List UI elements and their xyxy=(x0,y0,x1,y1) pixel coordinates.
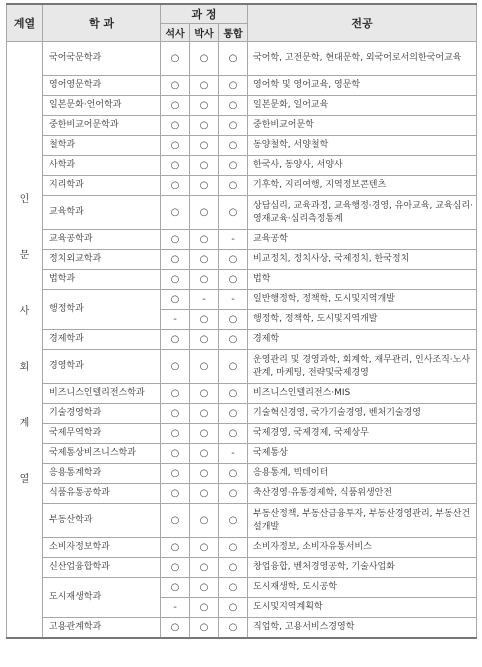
doctor-mark: ○ xyxy=(190,196,219,230)
integrated-mark: ○ xyxy=(219,156,248,176)
department-name: 철학과 xyxy=(43,136,161,156)
department-name: 국어국문학과 xyxy=(43,42,161,76)
header-master: 석사 xyxy=(161,24,190,42)
table-row xyxy=(7,464,477,484)
integrated-mark: ○ xyxy=(219,176,248,196)
master-mark: ○ xyxy=(161,558,190,578)
master-mark: ○ xyxy=(161,484,190,504)
major-text: 경제학 xyxy=(248,330,477,350)
major-text: 법학 xyxy=(248,270,477,290)
integrated-mark: ○ xyxy=(219,76,248,96)
table-row xyxy=(7,270,477,290)
integrated-mark: ○ xyxy=(219,310,248,330)
major-text: 직업학, 고용서비스경영학 xyxy=(248,618,477,638)
department-name: 지리학과 xyxy=(43,176,161,196)
master-mark: ○ xyxy=(161,176,190,196)
doctor-mark: ○ xyxy=(190,504,219,538)
doctor-mark: ○ xyxy=(190,538,219,558)
master-mark: ○ xyxy=(161,464,190,484)
table-row xyxy=(7,444,477,464)
doctor-mark: ○ xyxy=(190,136,219,156)
integrated-mark: ○ xyxy=(219,42,248,76)
major-text: 도시및지역계획학 xyxy=(248,598,477,618)
header-department: 학 과 xyxy=(43,4,161,42)
master-mark: ○ xyxy=(161,76,190,96)
table-row xyxy=(7,42,477,76)
department-name: 중한비교어문학과 xyxy=(43,116,161,136)
table-row xyxy=(7,618,477,638)
major-text: 영어학 및 영어교육, 영문학 xyxy=(248,76,477,96)
table-row xyxy=(7,250,477,270)
table-row xyxy=(7,76,477,96)
major-text: 한국사, 동양사, 서양사 xyxy=(248,156,477,176)
department-name: 일본문화·언어학과 xyxy=(43,96,161,116)
table-row xyxy=(7,484,477,504)
master-mark: ○ xyxy=(161,444,190,464)
master-mark: ○ xyxy=(161,384,190,404)
major-text: 부동산정책, 부동산금융투자, 부동산경영관리, 부동산건설개발 xyxy=(248,504,477,538)
master-mark: ○ xyxy=(161,578,190,598)
program-table xyxy=(6,3,477,639)
department-name: 사학과 xyxy=(43,156,161,176)
master-mark: ○ xyxy=(161,42,190,76)
header-series: 계열 xyxy=(7,4,43,42)
master-mark: ○ xyxy=(161,136,190,156)
table-row xyxy=(7,230,477,250)
master-mark: ○ xyxy=(161,116,190,136)
integrated-mark: - xyxy=(219,290,248,310)
header-course: 과 정 xyxy=(161,4,248,24)
table-row xyxy=(7,176,477,196)
department-name: 행정학과 xyxy=(43,290,161,330)
table-row xyxy=(7,136,477,156)
integrated-mark: ○ xyxy=(219,464,248,484)
master-mark: ○ xyxy=(161,156,190,176)
integrated-mark: ○ xyxy=(219,598,248,618)
major-text: 창업융합, 벤처경영공학, 기술사업화 xyxy=(248,558,477,578)
integrated-mark: ○ xyxy=(219,504,248,538)
master-mark: ○ xyxy=(161,196,190,230)
table-row xyxy=(7,504,477,538)
doctor-mark: ○ xyxy=(190,330,219,350)
master-mark: - xyxy=(161,598,190,618)
doctor-mark: ○ xyxy=(190,404,219,424)
major-text: 동양철학, 서양철학 xyxy=(248,136,477,156)
master-mark: ○ xyxy=(161,330,190,350)
integrated-mark: ○ xyxy=(219,116,248,136)
doctor-mark: ○ xyxy=(190,444,219,464)
major-text: 일본문화, 일어교육 xyxy=(248,96,477,116)
header-doctor: 박사 xyxy=(190,24,219,42)
doctor-mark: ○ xyxy=(190,96,219,116)
department-name: 신산업융합학과 xyxy=(43,558,161,578)
department-name: 국제무역학과 xyxy=(43,424,161,444)
doctor-mark: ○ xyxy=(190,558,219,578)
integrated-mark: - xyxy=(219,444,248,464)
integrated-mark: ○ xyxy=(219,538,248,558)
integrated-mark: ○ xyxy=(219,350,248,384)
series-char: 사 xyxy=(19,305,30,317)
integrated-mark: ○ xyxy=(219,404,248,424)
series-char: 인 xyxy=(19,193,30,205)
major-text: 교육공학 xyxy=(248,230,477,250)
department-name: 도시재생학과 xyxy=(43,578,161,618)
department-name: 고용관계학과 xyxy=(43,618,161,638)
doctor-mark: ○ xyxy=(190,250,219,270)
doctor-mark: ○ xyxy=(190,424,219,444)
major-text: 중한비교어문학 xyxy=(248,116,477,136)
department-name: 국제통상비즈니스학과 xyxy=(43,444,161,464)
department-name: 영어영문학과 xyxy=(43,76,161,96)
table-row xyxy=(7,578,477,598)
integrated-mark: ○ xyxy=(219,424,248,444)
master-mark: ○ xyxy=(161,424,190,444)
doctor-mark: ○ xyxy=(190,350,219,384)
series-char: 열 xyxy=(19,473,30,485)
major-text: 비교정치, 정치사상, 국제정치, 한국정치 xyxy=(248,250,477,270)
major-text: 비즈니스인텔리전스·MIS xyxy=(248,384,477,404)
table-row xyxy=(7,290,477,310)
major-text: 국어학, 고전문학, 현대문학, 외국어로서의한국어교육 xyxy=(248,42,477,76)
doctor-mark: ○ xyxy=(190,230,219,250)
integrated-mark: ○ xyxy=(219,96,248,116)
master-mark: ○ xyxy=(161,538,190,558)
department-name: 소비자정보학과 xyxy=(43,538,161,558)
table-row xyxy=(7,196,477,230)
major-text: 기후학, 지리여행, 지역정보콘텐츠 xyxy=(248,176,477,196)
major-text: 소비자정보, 소비자유통서비스 xyxy=(248,538,477,558)
major-text: 상담심리, 교육과정, 교육행정·경영, 유아교육, 교육심리·영재교육·심리측정통계 xyxy=(248,196,477,230)
series-char: 회 xyxy=(19,361,30,373)
table-row xyxy=(7,156,477,176)
table-row xyxy=(7,558,477,578)
department-name: 법학과 xyxy=(43,270,161,290)
doctor-mark: - xyxy=(190,290,219,310)
major-text: 일반행정학, 정책학, 도시및지역개발 xyxy=(248,290,477,310)
major-text: 축산경영·유통경제학, 식품위생안전 xyxy=(248,484,477,504)
department-name: 식품유통공학과 xyxy=(43,484,161,504)
doctor-mark: ○ xyxy=(190,76,219,96)
integrated-mark: ○ xyxy=(219,250,248,270)
master-mark: ○ xyxy=(161,290,190,310)
integrated-mark: ○ xyxy=(219,384,248,404)
department-name: 비즈니스인텔리전스학과 xyxy=(43,384,161,404)
doctor-mark: ○ xyxy=(190,176,219,196)
doctor-mark: ○ xyxy=(190,270,219,290)
major-text: 도시재생학, 도시공학 xyxy=(248,578,477,598)
integrated-mark: ○ xyxy=(219,618,248,638)
doctor-mark: ○ xyxy=(190,618,219,638)
doctor-mark: ○ xyxy=(190,384,219,404)
integrated-mark: ○ xyxy=(219,196,248,230)
header-major: 전공 xyxy=(248,4,477,42)
table-row xyxy=(7,330,477,350)
major-text: 응용통계, 빅데이터 xyxy=(248,464,477,484)
table-row xyxy=(7,538,477,558)
doctor-mark: ○ xyxy=(190,578,219,598)
department-name: 정치외교학과 xyxy=(43,250,161,270)
integrated-mark: ○ xyxy=(219,578,248,598)
series-cell xyxy=(7,42,43,638)
master-mark: ○ xyxy=(161,96,190,116)
major-text: 국제경영, 국제경제, 국제상무 xyxy=(248,424,477,444)
department-name: 기술경영학과 xyxy=(43,404,161,424)
doctor-mark: ○ xyxy=(190,464,219,484)
table-row xyxy=(7,116,477,136)
master-mark: ○ xyxy=(161,350,190,384)
major-text: 기술혁신경영, 국가기술경영, 벤처기술경영 xyxy=(248,404,477,424)
department-name: 경제학과 xyxy=(43,330,161,350)
department-name: 응용통계학과 xyxy=(43,464,161,484)
department-name: 경영학과 xyxy=(43,350,161,384)
integrated-mark: ○ xyxy=(219,558,248,578)
master-mark: ○ xyxy=(161,504,190,538)
series-char: 문 xyxy=(19,249,30,261)
major-text: 국제통상 xyxy=(248,444,477,464)
series-char: 계 xyxy=(19,417,30,429)
integrated-mark: ○ xyxy=(219,484,248,504)
table-row xyxy=(7,384,477,404)
major-text: 행정학, 정책학, 도시및지역개발 xyxy=(248,310,477,330)
integrated-mark: ○ xyxy=(219,136,248,156)
master-mark: ○ xyxy=(161,270,190,290)
doctor-mark: ○ xyxy=(190,156,219,176)
table-row xyxy=(7,424,477,444)
table-row xyxy=(7,350,477,384)
doctor-mark: ○ xyxy=(190,598,219,618)
table-row xyxy=(7,96,477,116)
integrated-mark: ○ xyxy=(219,330,248,350)
master-mark: - xyxy=(161,310,190,330)
table-row xyxy=(7,404,477,424)
department-name: 부동산학과 xyxy=(43,504,161,538)
header-integrated: 통합 xyxy=(219,24,248,42)
master-mark: ○ xyxy=(161,230,190,250)
major-text: 운영관리 및 경영과학, 회계학, 재무관리, 인사조직·노사관계, 마케팅, 전략및국제경영 xyxy=(248,350,477,384)
doctor-mark: ○ xyxy=(190,310,219,330)
department-name: 교육공학과 xyxy=(43,230,161,250)
master-mark: ○ xyxy=(161,250,190,270)
master-mark: ○ xyxy=(161,618,190,638)
master-mark: ○ xyxy=(161,404,190,424)
doctor-mark: ○ xyxy=(190,484,219,504)
doctor-mark: ○ xyxy=(190,116,219,136)
integrated-mark: ○ xyxy=(219,270,248,290)
department-name: 교육학과 xyxy=(43,196,161,230)
integrated-mark: - xyxy=(219,230,248,250)
doctor-mark: ○ xyxy=(190,42,219,76)
